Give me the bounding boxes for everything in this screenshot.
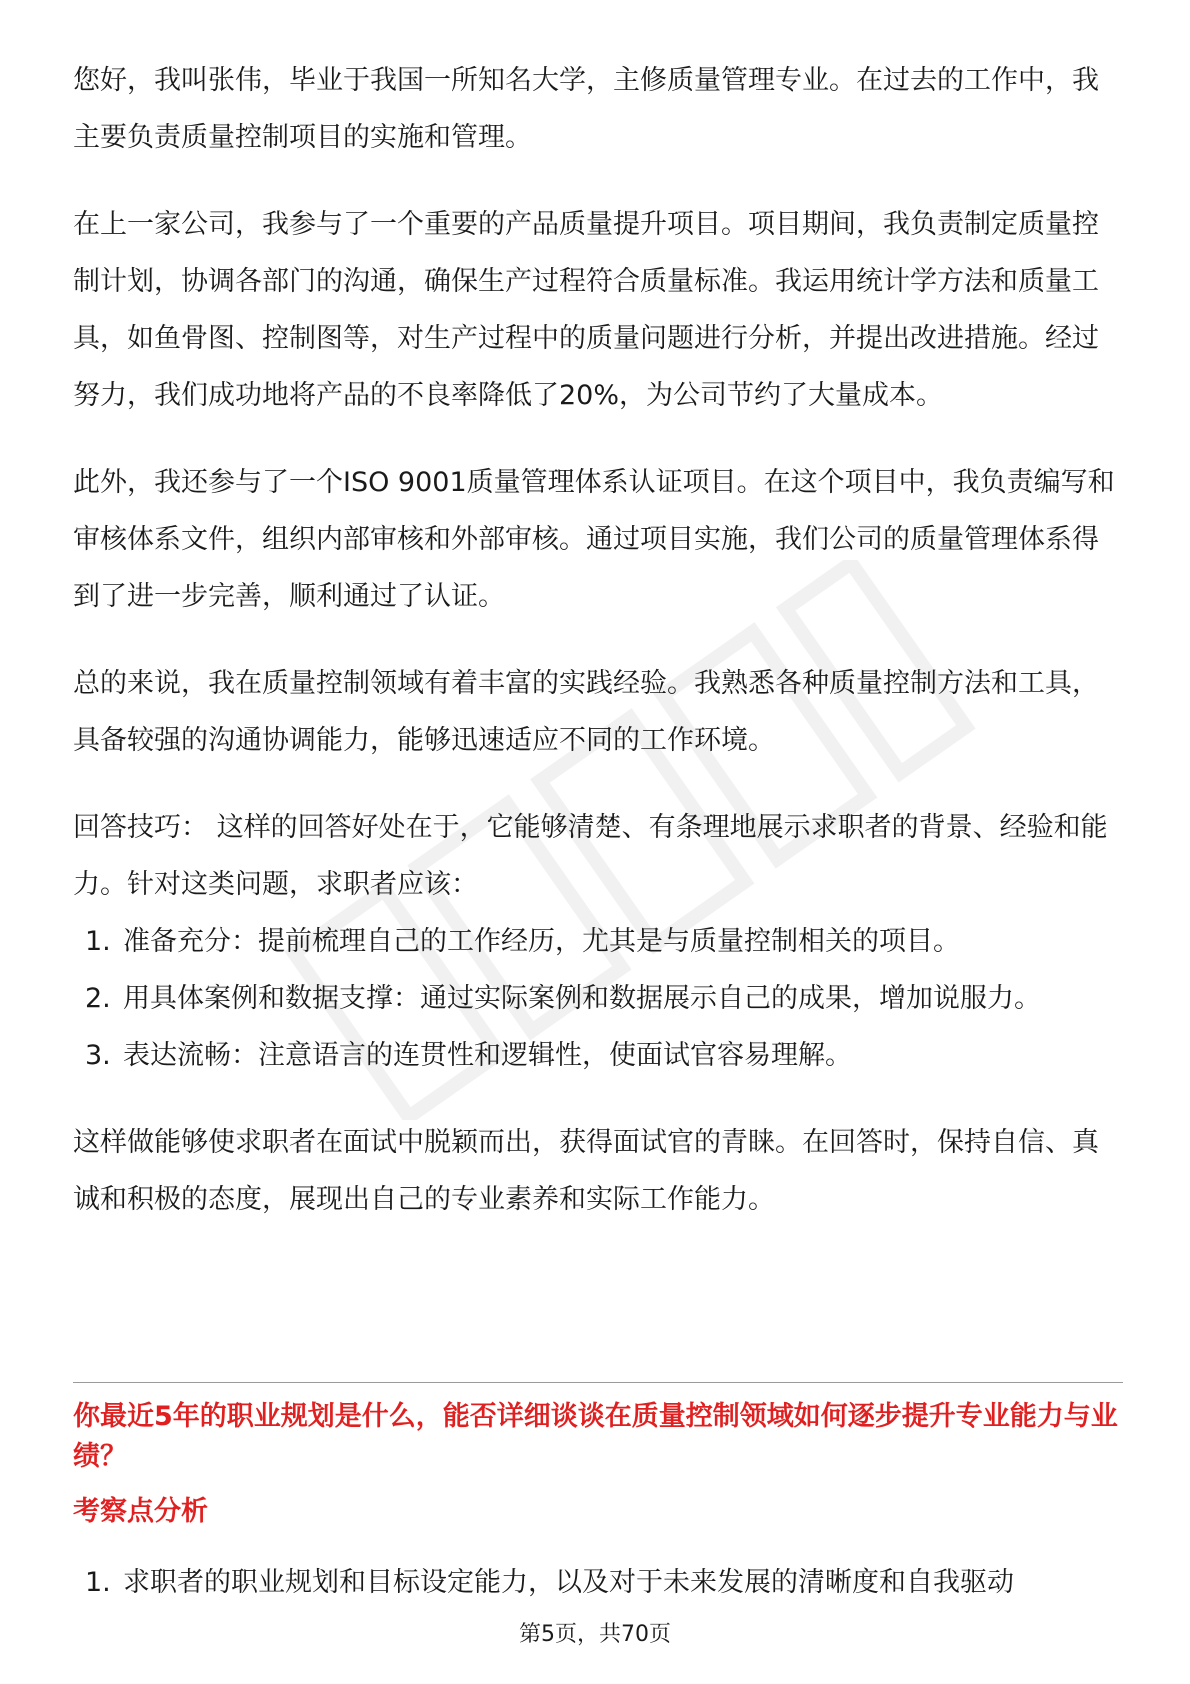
analysis-list — [73, 1558, 1123, 1608]
section-divider — [73, 1382, 1123, 1383]
list-number: 1. — [85, 1567, 111, 1598]
list-item — [73, 1027, 1123, 1084]
project2-paragraph: 此外，我还参与了一个ISO 9001质量管理体系认证项目。在这个项目中，我负责编写和审核体系文件，组织内部审核和外部审核。通过项目实施，我们公司的质量管理体系得到了进一步完善，顺利通过了认证。 — [73, 467, 1115, 612]
summary-paragraph: 总的来说，我在质量控制领域有着丰富的实践经验。我熟悉各种质量控制方法和工具，具备较强的沟通协调能力，能够迅速适应不同的工作环境。 — [73, 668, 1099, 756]
list-text: 准备充分：提前梳理自己的工作经历，尤其是与质量控制相关的项目。 — [123, 926, 960, 957]
list-text: 用具体案例和数据支撑：通过实际案例和数据展示自己的成果，增加说服力。 — [123, 983, 1041, 1014]
list-number: 1. — [85, 926, 111, 957]
tips-list — [73, 913, 1123, 1084]
list-text: 求职者的职业规划和目标设定能力，以及对于未来发展的清晰度和自我驱动 — [123, 1567, 1014, 1598]
analysis-heading: 考察点分析 — [73, 1496, 208, 1527]
question-heading: 你最近5年的职业规划是什么，能否详细谈谈在质量控制领域如何逐步提升专业能力与业绩？ — [73, 1401, 1118, 1472]
project1-paragraph: 在上一家公司，我参与了一个重要的产品质量提升项目。项目期间，我负责制定质量控制计划，协调各部门的沟通，确保生产过程符合质量标准。我运用统计学方法和质量工具，如鱼骨图、控制图等，对生产过程中的质量问题进行分析，并提出改进措施。经过努力，我们成功地将产品的不良率降低了20%，为公司节约了大量成本。 — [73, 209, 1099, 411]
tips-paragraph: 回答技巧： 这样的回答好处在于，它能够清楚、有条理地展示求职者的背景、经验和能力。针对这类问题，求职者应该： — [73, 812, 1108, 900]
page-footer: 第5页，共70页 — [519, 1622, 671, 1647]
intro-paragraph: 您好，我叫张伟，毕业于我国一所知名大学，主修质量管理专业。在过去的工作中，我主要负责质量控制项目的实施和管理。 — [73, 65, 1099, 153]
list-text: 表达流畅：注意语言的连贯性和逻辑性，使面试官容易理解。 — [123, 1040, 852, 1071]
list-item — [73, 1558, 1123, 1608]
list-item — [73, 970, 1123, 1027]
list-number: 2. — [85, 983, 111, 1014]
list-item — [73, 913, 1123, 970]
document-body — [73, 52, 1123, 1228]
closing-paragraph: 这样做能够使求职者在面试中脱颖而出，获得面试官的青睐。在回答时，保持自信、真诚和积极的态度，展现出自己的专业素养和实际工作能力。 — [73, 1127, 1099, 1215]
list-number: 3. — [85, 1040, 111, 1071]
